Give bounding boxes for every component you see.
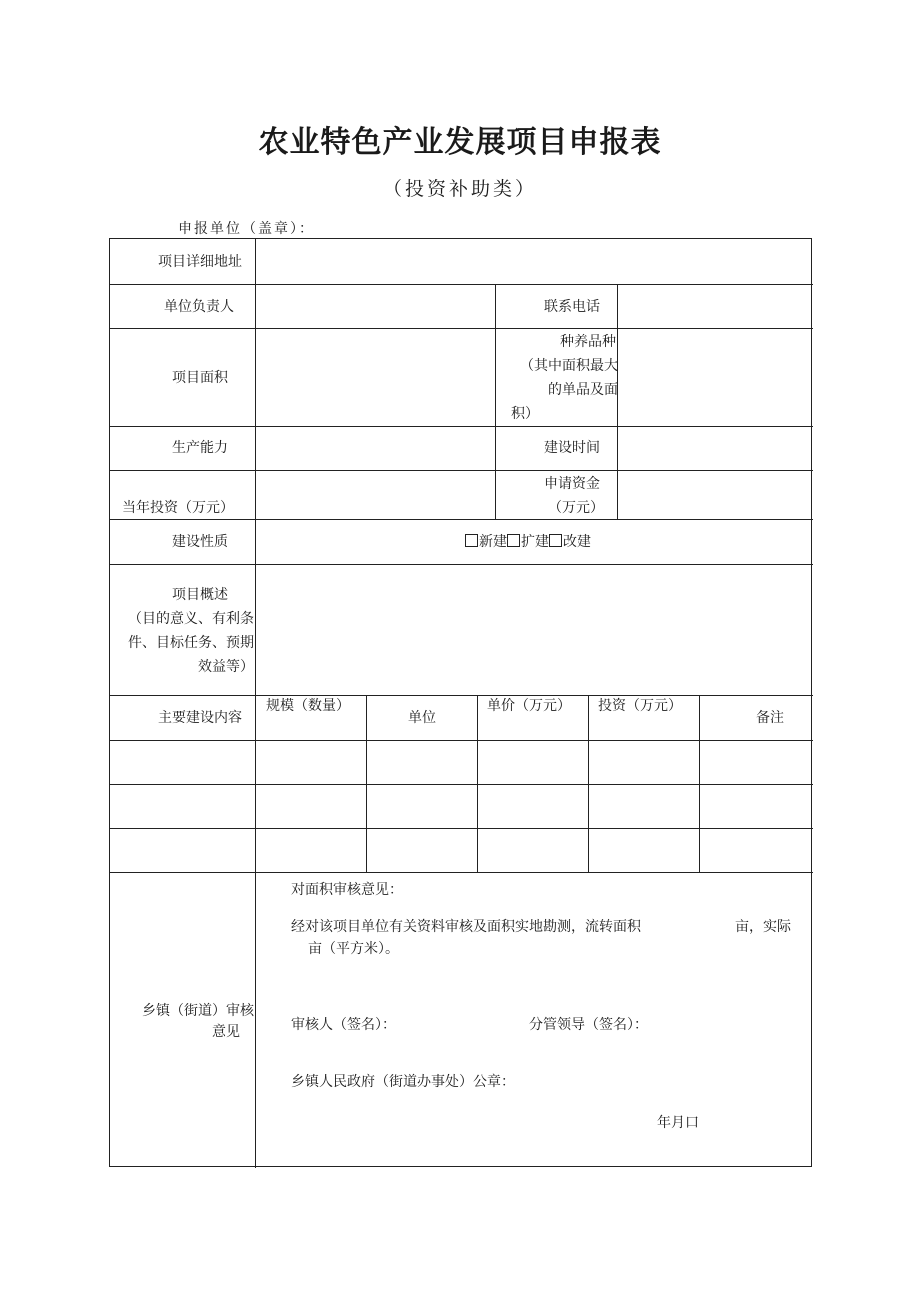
invest-label: 当年投资（万元） (122, 500, 234, 516)
content-cell[interactable] (589, 741, 698, 783)
area-label: 项目面积 (172, 370, 228, 386)
review-label-line: 意见 (212, 1024, 240, 1040)
option-new-label: 新建 (479, 534, 507, 550)
content-cell[interactable] (256, 829, 365, 871)
content-cell[interactable] (256, 741, 365, 783)
overview-field[interactable] (256, 565, 811, 694)
applicant-label: 申报单位（盖章）： (178, 221, 315, 237)
content-cell[interactable] (367, 829, 476, 871)
capacity-label: 生产能力 (172, 440, 228, 456)
review-statement: 经对该项目单位有关资料审核及面积实地勘测，流转面积 (291, 919, 641, 935)
area-field[interactable] (256, 329, 494, 425)
content-cell[interactable] (700, 785, 811, 827)
reviewer-signature-label: 审核人（签名）： (291, 1017, 396, 1033)
variety-label-line: （其中面积最大 (520, 358, 618, 374)
fund-label-line: 申请资金 (544, 476, 600, 492)
fund-field[interactable] (618, 471, 811, 518)
content-cell[interactable] (256, 785, 365, 827)
content-cell[interactable] (478, 741, 587, 783)
variety-label-line: 积） (511, 406, 539, 422)
fund-label-line: （万元） (548, 500, 604, 516)
application-form (109, 238, 812, 1167)
content-cell[interactable] (478, 829, 587, 871)
form-title: 农业特色产业发展项目申报表 (258, 125, 662, 160)
content-cell[interactable] (589, 829, 698, 871)
variety-label-line: 种养品种 (560, 334, 616, 350)
address-label: 项目详细地址 (158, 254, 242, 270)
build-time-field[interactable] (618, 427, 811, 469)
content-cell[interactable] (367, 741, 476, 783)
overview-label-line: 项目概述 (172, 587, 228, 603)
content-cell[interactable] (478, 785, 587, 827)
review-label-line: 乡镇（街道）审核 (142, 1003, 254, 1019)
review-statement: 亩，实际 (735, 919, 791, 935)
row-divider (110, 695, 813, 696)
content-cell[interactable] (367, 785, 476, 827)
phone-label: 联系电话 (544, 299, 600, 315)
address-field[interactable] (256, 240, 811, 283)
review-statement: 亩（平方米）。 (308, 941, 399, 957)
row-divider (110, 872, 813, 873)
checkbox-new[interactable] (465, 534, 478, 547)
content-cell[interactable] (589, 785, 698, 827)
overview-label-line: （目的意义、有利条 (128, 611, 254, 627)
leader-signature-label: 分管领导（签名）： (529, 1017, 648, 1033)
overview-label-line: 效益等） (198, 659, 254, 675)
header-remarks: 备注 (756, 710, 784, 726)
option-expand-label: 扩建 (521, 534, 549, 550)
checkbox-rebuild[interactable] (549, 534, 562, 547)
content-cell[interactable] (700, 741, 811, 783)
content-cell[interactable] (700, 829, 811, 871)
header-unit: 单位 (408, 710, 436, 726)
header-unit-price: 单价（万元） (487, 698, 571, 714)
review-date: 年月口 (657, 1115, 699, 1131)
build-time-label: 建设时间 (544, 440, 600, 456)
leader-field[interactable] (256, 285, 494, 327)
checkbox-expand[interactable] (507, 534, 520, 547)
variety-field[interactable] (618, 329, 811, 425)
content-label: 主要建设内容 (158, 710, 242, 726)
capacity-field[interactable] (256, 427, 494, 469)
seal-label: 乡镇人民政府（街道办事处）公章： (291, 1074, 515, 1090)
nature-options (465, 530, 591, 554)
header-scale: 规模（数量） (266, 698, 350, 714)
leader-label: 单位负责人 (164, 299, 234, 315)
nature-label: 建设性质 (172, 534, 228, 550)
area-opinion-label: 对面积审核意见： (291, 882, 403, 898)
header-investment: 投资（万元） (598, 698, 682, 714)
form-subtitle: （投资补助类） (382, 178, 537, 200)
overview-label-line: 件、目标任务、预期 (128, 635, 254, 651)
variety-label-line: 的单品及面 (548, 382, 618, 398)
phone-field[interactable] (618, 285, 811, 327)
invest-field[interactable] (256, 471, 494, 518)
option-rebuild-label: 改建 (563, 534, 591, 550)
